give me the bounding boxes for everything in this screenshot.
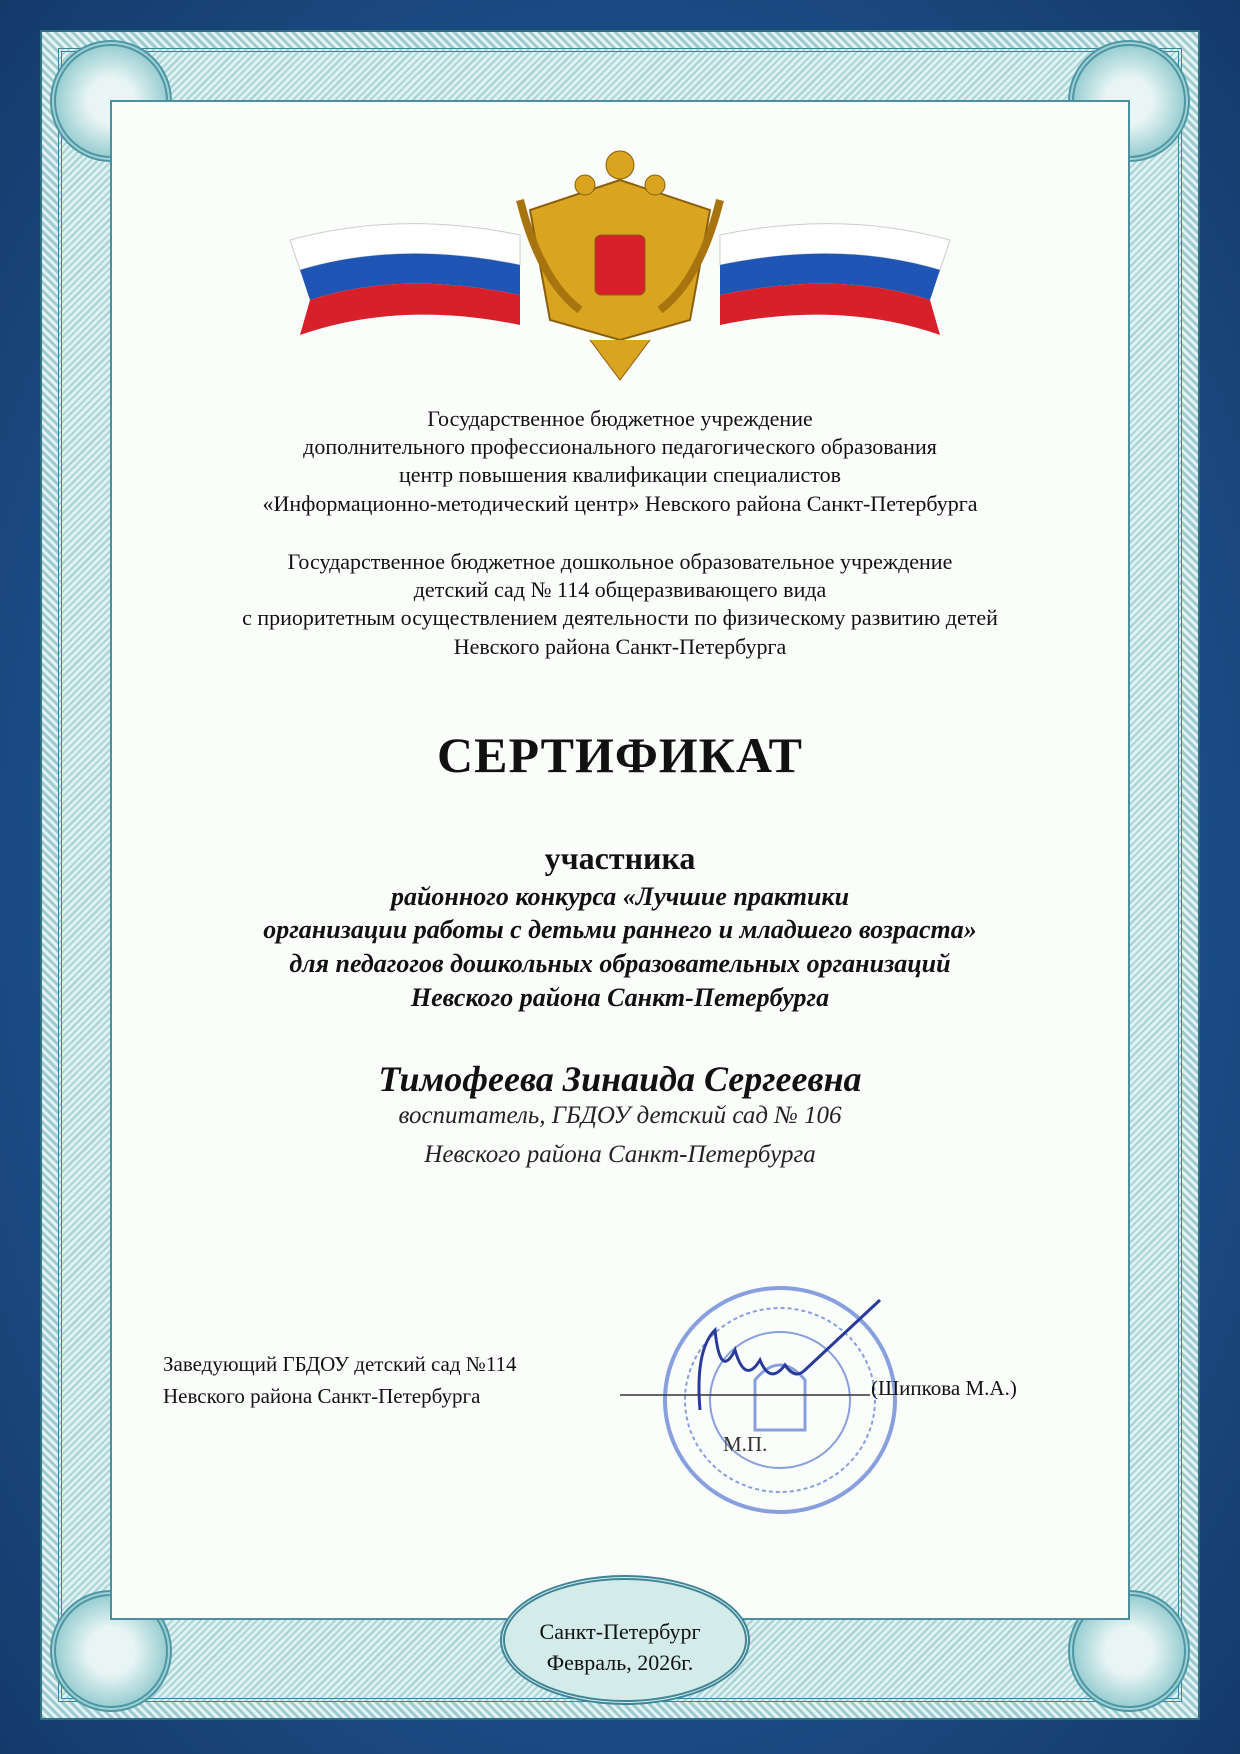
contest-line: районного конкурса «Лучшие практики [390,882,850,911]
footer-date: Февраль, 2026г. [546,1650,694,1675]
contest-line: организации работы с детьми раннего и младшего возраста» [263,915,977,944]
handwritten-signature [620,1290,900,1430]
org2-line: Невского района Санкт-Петербурга [453,634,787,659]
contest-line: для педагогов дошкольных образовательных организаций [289,949,951,978]
recipient-position: Невского района Санкт-Петербурга [424,1141,816,1168]
double-headed-eagle-icon [520,151,720,380]
contest-line: Невского района Санкт-Петербурга [410,983,830,1012]
org1-line: «Информационно-методический центр» Невского района Санкт-Петербурга [262,491,978,516]
org2-line: с приоритетным осуществлением деятельности по физическому развитию детей [242,605,998,630]
certificate-title: СЕРТИФИКАТ [436,727,803,783]
org1-line: дополнительного профессионального педагогического образования [303,434,937,459]
flag-ribbon-left [290,224,520,335]
org2-line: детский сад № 114 общеразвивающего вида [413,577,827,602]
stamp-label: М.П. [723,1432,768,1456]
org2-line: Государственное бюджетное дошкольное образовательное учреждение [287,549,953,574]
certificate-subtitle: участника [544,840,696,876]
flag-ribbon-emblem [280,140,960,390]
recipient-name: Тимофеева Зинаида Сергеевна [378,1059,862,1099]
signer-name: (Шипкова М.А.) [871,1376,1017,1400]
org1-line: центр повышения квалификации специалистов [398,462,841,487]
signer-title: Невского района Санкт-Петербурга [163,1384,481,1408]
footer-city: Санкт-Петербург [539,1619,701,1644]
flag-ribbon-right [720,224,950,335]
org1-line: Государственное бюджетное учреждение [427,406,813,431]
signer-title: Заведующий ГБДОУ детский сад №114 [163,1352,517,1376]
recipient-position: воспитатель, ГБДОУ детский сад № 106 [398,1102,842,1129]
